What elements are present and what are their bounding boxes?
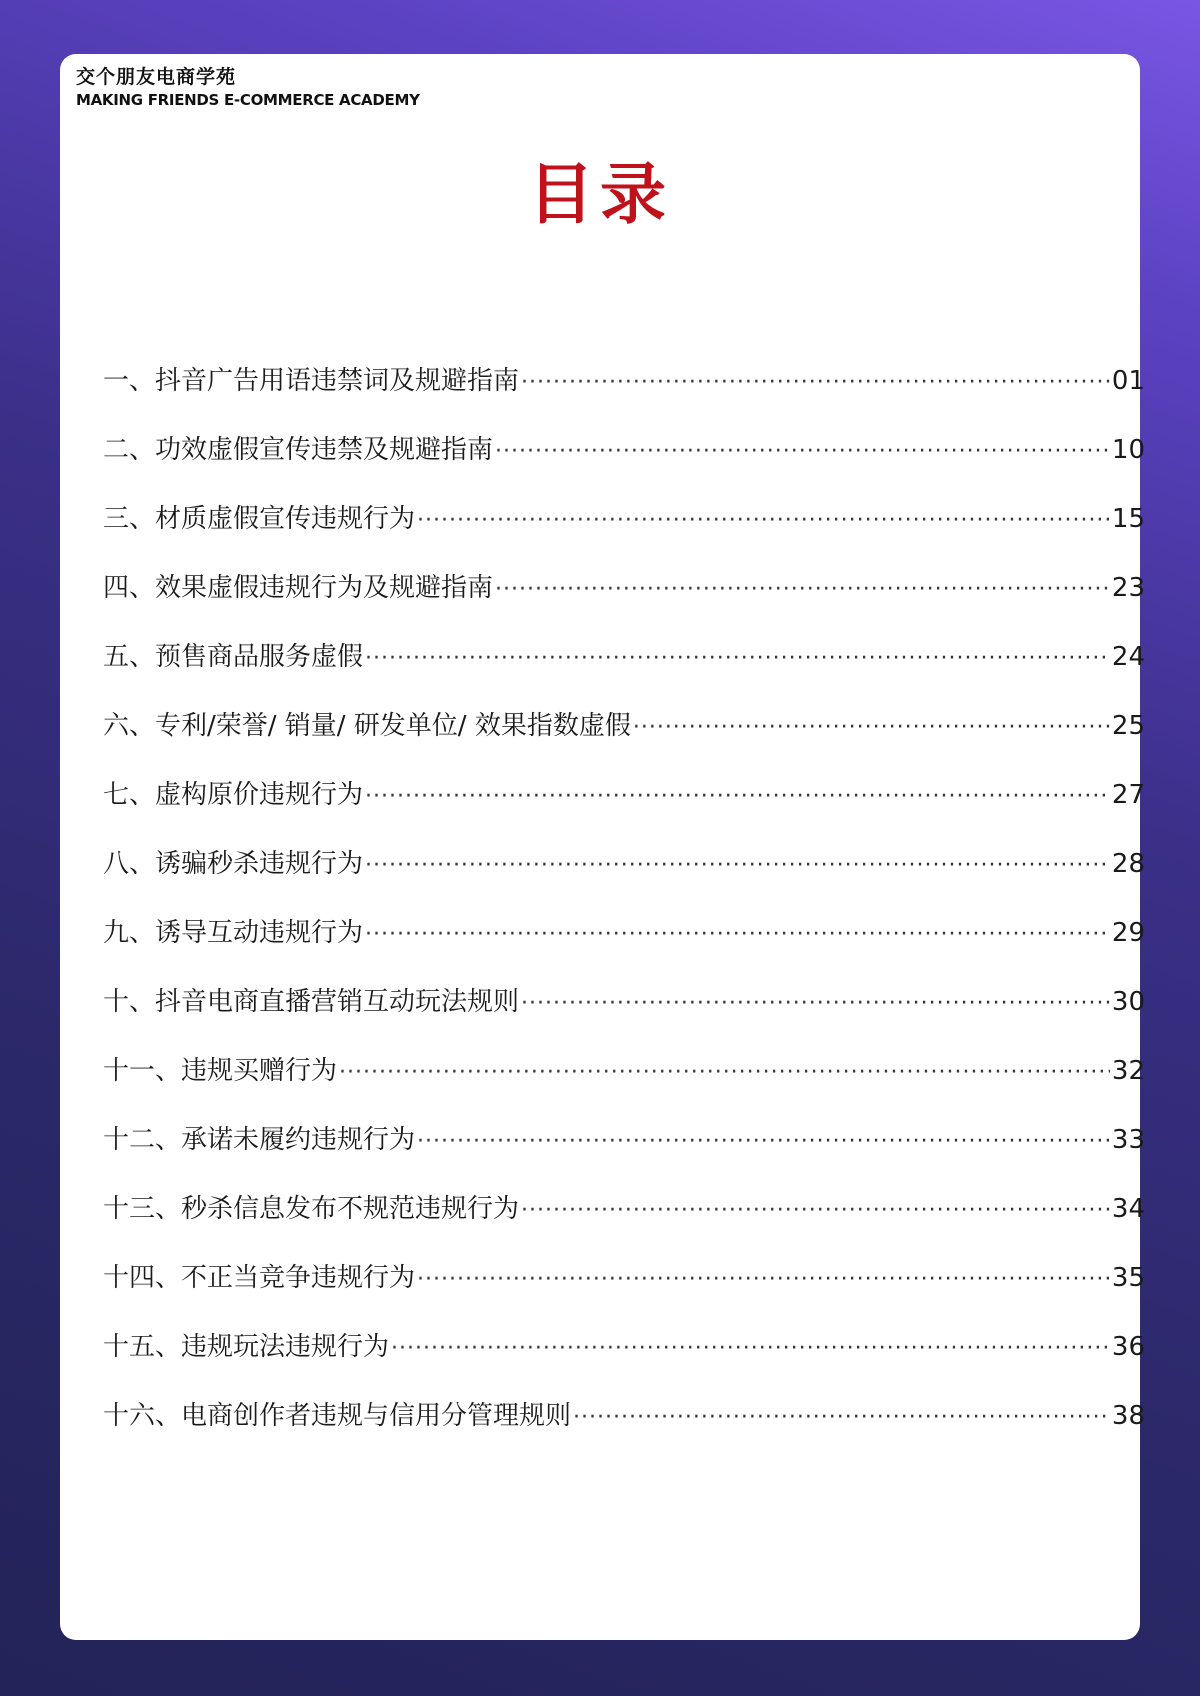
toc-entry-page: 24 [1111, 642, 1145, 672]
toc-leader-dots [365, 853, 1110, 878]
toc-entry-page: 15 [1111, 504, 1145, 534]
toc-entry-7[interactable] [103, 774, 1145, 843]
toc-leader-dots [417, 508, 1110, 533]
toc-entry-page: 10 [1111, 435, 1145, 465]
toc-entry-label: 六、专利/荣誉/ 销量/ 研发单位/ 效果指数虚假 [103, 711, 631, 741]
toc-leader-dots [365, 646, 1110, 671]
toc-entry-label: 十二、承诺未履约违规行为 [103, 1125, 416, 1155]
toc-entry-label: 十一、违规买赠行为 [103, 1056, 338, 1086]
toc-entry-label: 四、效果虚假违规行为及规避指南 [103, 573, 494, 603]
toc-entry-13[interactable] [103, 1188, 1145, 1257]
toc-entry-label: 七、虚构原价违规行为 [103, 780, 364, 810]
toc-entry-page: 01 [1111, 366, 1145, 396]
toc-entry-page: 25 [1111, 711, 1145, 741]
toc-entry-label: 十五、违规玩法违规行为 [103, 1332, 390, 1362]
toc-leader-dots [521, 370, 1110, 395]
toc-leader-dots [417, 1267, 1110, 1292]
toc-entry-page: 35 [1111, 1263, 1145, 1293]
toc-entry-page: 23 [1111, 573, 1145, 603]
toc-entry-label: 八、诱骗秒杀违规行为 [103, 849, 364, 879]
toc-leader-dots [495, 577, 1110, 602]
toc-entry-2[interactable] [103, 429, 1145, 498]
toc-entry-9[interactable] [103, 912, 1145, 981]
toc-entry-3[interactable] [103, 498, 1145, 567]
toc-leader-dots [365, 922, 1110, 947]
page-title: 目录 [528, 156, 672, 233]
toc-entry-label: 二、功效虚假宣传违禁及规避指南 [103, 435, 494, 465]
toc-entry-label: 九、诱导互动违规行为 [103, 918, 364, 948]
brand-header [76, 64, 420, 110]
page-card [60, 54, 1145, 1640]
toc-entry-4[interactable] [103, 567, 1145, 636]
toc-leader-dots [339, 1060, 1110, 1085]
toc-leader-dots [417, 1129, 1110, 1154]
toc-entry-label: 十四、不正当竞争违规行为 [103, 1263, 416, 1293]
toc-entry-page: 27 [1111, 780, 1145, 810]
toc-entry-label: 五、预售商品服务虚假 [103, 642, 364, 672]
toc-entry-label: 十六、电商创作者违规与信用分管理规则 [103, 1401, 572, 1431]
toc-leader-dots [573, 1405, 1110, 1430]
toc-entry-8[interactable] [103, 843, 1145, 912]
toc-leader-dots [365, 784, 1110, 809]
toc-leader-dots [495, 439, 1110, 464]
toc-entry-12[interactable] [103, 1119, 1145, 1188]
toc-leader-dots [521, 991, 1110, 1016]
toc-leader-dots [521, 1198, 1110, 1223]
toc-entry-page: 29 [1111, 918, 1145, 948]
toc-entry-15[interactable] [103, 1326, 1145, 1395]
brand-name-cn: 交个朋友电商学苑 [76, 66, 237, 88]
toc-entry-16[interactable] [103, 1395, 1145, 1464]
toc-entry-label: 一、抖音广告用语违禁词及规避指南 [103, 366, 520, 396]
toc-entry-page: 28 [1111, 849, 1145, 879]
toc-entry-10[interactable] [103, 981, 1145, 1050]
toc-leader-dots [633, 715, 1110, 740]
toc-entry-5[interactable] [103, 636, 1145, 705]
toc-entry-14[interactable] [103, 1257, 1145, 1326]
table-of-contents [103, 360, 1145, 1464]
toc-entry-label: 十、抖音电商直播营销互动玩法规则 [103, 987, 520, 1017]
toc-entry-1[interactable] [103, 360, 1145, 429]
toc-leader-dots [391, 1336, 1110, 1361]
toc-entry-page: 30 [1111, 987, 1145, 1017]
toc-entry-6[interactable] [103, 705, 1145, 774]
toc-entry-label: 十三、秒杀信息发布不规范违规行为 [103, 1194, 520, 1224]
toc-entry-label: 三、材质虚假宣传违规行为 [103, 504, 416, 534]
toc-entry-page: 34 [1111, 1194, 1145, 1224]
toc-entry-page: 38 [1111, 1401, 1145, 1431]
toc-entry-page: 33 [1111, 1125, 1145, 1155]
toc-entry-11[interactable] [103, 1050, 1145, 1119]
brand-name-en: MAKING FRIENDS E-COMMERCE ACADEMY [76, 91, 420, 109]
toc-entry-page: 32 [1111, 1056, 1145, 1086]
toc-entry-page: 36 [1111, 1332, 1145, 1362]
